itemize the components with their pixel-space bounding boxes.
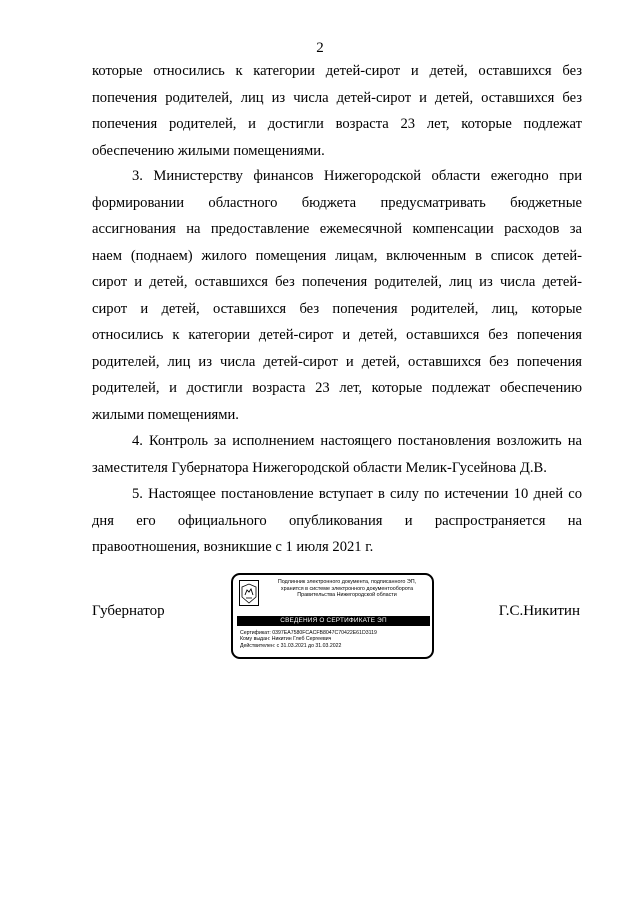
paragraph-4 <box>92 428 582 481</box>
text-line: родителей, и достигли возраста 23 лет, которые подлежат обеспечению <box>92 380 582 396</box>
text-line: родителей, лиц из числа детей-сирот и детей, оставшихся без попечения <box>92 353 582 370</box>
certificate-info-bar: СВЕДЕНИЯ О СЕРТИФИКАТЕ ЭП <box>237 616 430 626</box>
paragraph-1 <box>92 58 582 164</box>
text-line: формировании областного бюджета предусматривать бюджетные <box>92 194 582 211</box>
stamp-header-line: хранится в системе электронного документооборота <box>280 585 414 592</box>
stamp-header-line: Правительства Нижегородской области <box>297 592 397 599</box>
signatory-role: Губернатор <box>92 603 165 619</box>
certificate-owner: Кому выдан: Никитин Глеб Сергеевич <box>240 636 332 643</box>
electronic-signature-stamp <box>231 573 434 659</box>
text-line: которые относились к категории детей-сирот и детей, оставшихся без <box>92 63 582 79</box>
text-line: заместителя Губернатора Нижегородской области Мелик-Гусейнова Д.В. <box>92 459 547 476</box>
text-line: сирот и детей, оставшихся без попечения родителей, лиц из числа детей- <box>92 274 582 290</box>
text-line: жилыми помещениями. <box>92 406 239 423</box>
certificate-number: Сертификат: 0397EA7580FCACFB8047C70422E61D3119 <box>240 630 377 636</box>
coat-of-arms-icon <box>239 580 259 606</box>
page-number: 2 <box>316 40 324 56</box>
stamp-header <box>262 579 432 599</box>
paragraph-5 <box>92 481 582 561</box>
text-line: дня его официального опубликования и распространяется на <box>92 512 582 529</box>
signatory-name: Г.С.Никитин <box>498 603 580 619</box>
text-line: сирот и детей, оставшихся без попечения родителей, лиц, которые <box>92 300 582 317</box>
certificate-details <box>240 630 377 649</box>
text-line: попечения родителей, и достигли возраста 23 лет, которые подлежат <box>92 116 582 132</box>
text-line: обеспечению жилыми помещениями. <box>92 142 325 159</box>
text-line: 4. Контроль за исполнением настоящего постановления возложить на <box>132 433 582 449</box>
text-line: попечения родителей, лиц из числа детей-сирот и детей, оставшихся без <box>92 89 582 106</box>
text-line: наем (поднаем) жилого помещения лицам, включенным в список детей- <box>92 247 582 264</box>
text-line: правоотношения, возникшие с 1 июля 2021 г. <box>92 539 374 555</box>
paragraph-3 <box>92 163 582 428</box>
certificate-validity: Действителен: с 31.03.2021 до 31.03.2022 <box>240 642 342 649</box>
text-line: относились к категории детей-сирот и детей, оставшихся без попечения <box>92 327 582 343</box>
text-line: ассигнования на предоставление ежемесячной компенсации расходов за <box>92 221 582 237</box>
text-line: 5. Настоящее постановление вступает в силу по истечении 10 дней со <box>132 486 582 502</box>
stamp-header-line: Подлинник электронного документа, подписанного ЭП, <box>277 579 417 585</box>
text-line: 3. Министерству финансов Нижегородской области ежегодно при <box>132 168 582 184</box>
